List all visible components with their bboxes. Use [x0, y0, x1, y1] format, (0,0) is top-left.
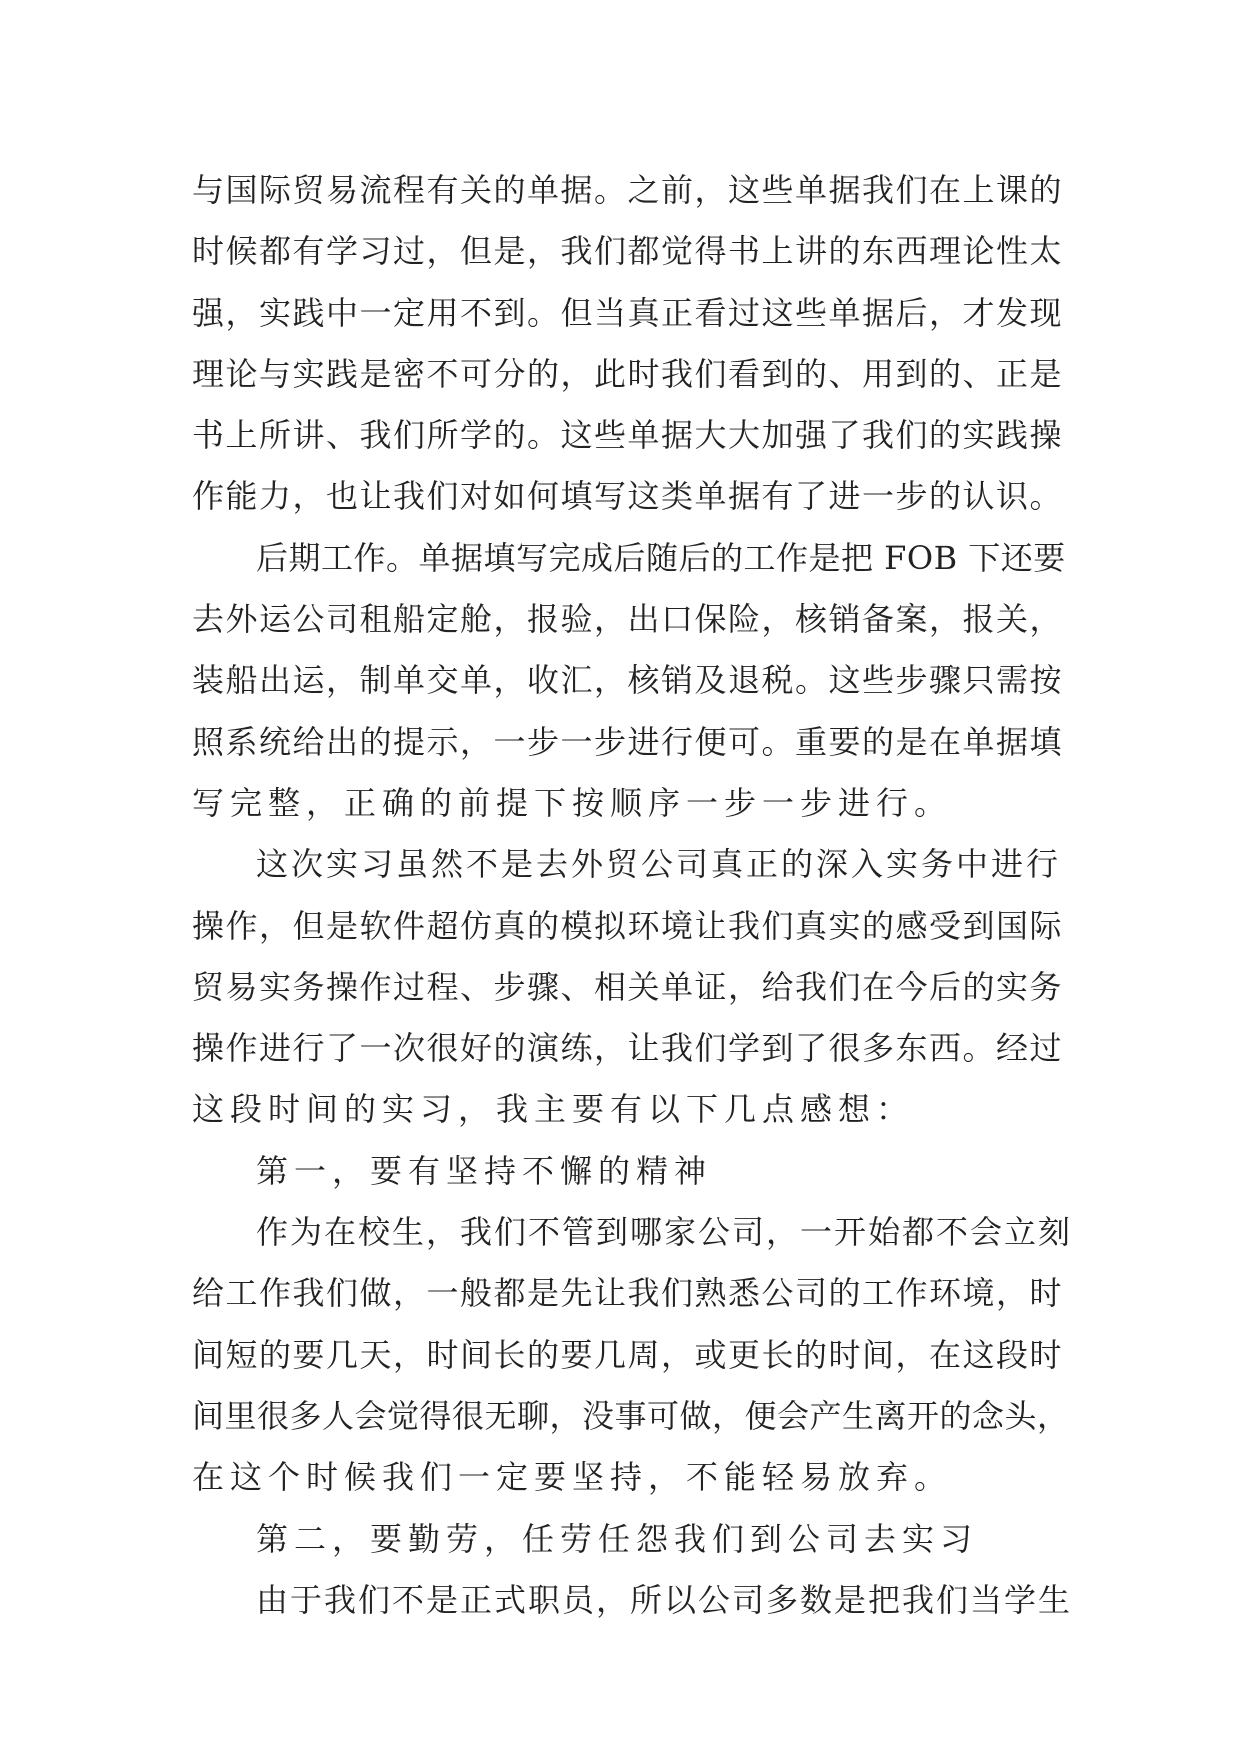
heading-second-point — [192, 1509, 1072, 1570]
text-line: 写完整，正确的前提下按顺序一步一步进行。 — [192, 783, 953, 822]
text-line: 贸易实务操作过程、步骤、相关单证，给我们在今后的实务 — [192, 967, 1064, 1006]
text-line: 在这个时候我们一定要坚持，不能轻易放弃。 — [192, 1458, 953, 1497]
paragraph-persistence — [192, 1202, 1072, 1508]
text-line: 操作进行了一次很好的演练，让我们学到了很多东西。经过 — [192, 1029, 1064, 1068]
paragraph-documents — [192, 160, 1072, 528]
text-line: 强，实践中一定用不到。但当真正看过这些单据后，才发现 — [192, 293, 1064, 332]
text-line: 装船出运，制单交单，收汇，核销及退税。这些步骤只需按 — [192, 661, 1064, 700]
paragraph-internship-summary — [192, 834, 1072, 1140]
text-line: 照系统给出的提示，一步一步进行便可。重要的是在单据填 — [192, 722, 1064, 761]
paragraph-later-work — [192, 528, 1072, 834]
text-line: 与国际贸易流程有关的单据。之前，这些单据我们在上课的 — [192, 171, 1064, 209]
text-line: 第一，要有坚持不懈的精神 — [256, 1151, 713, 1190]
text-line: 给工作我们做，一般都是先让我们熟悉公司的工作环境，时 — [192, 1274, 1064, 1313]
text-line: 间里很多人会觉得很无聊，没事可做，便会产生离开的念头， — [192, 1396, 1070, 1435]
text-line: 这段时间的实习，我主要有以下几点感想： — [192, 1090, 915, 1129]
body-text — [192, 160, 1072, 1631]
text-line: 这次实习虽然不是去外贸公司真正的深入实务中进行 — [256, 845, 1062, 884]
paragraph-not-employees — [192, 1570, 1072, 1631]
text-line: 作为在校生，我们不管到哪家公司，一开始都不会立刻 — [256, 1213, 1073, 1252]
text-line: 时候都有学习过，但是，我们都觉得书上讲的东西理论性太 — [192, 232, 1064, 271]
text-line: 间短的要几天，时间长的要几周，或更长的时间，在这段时 — [192, 1335, 1064, 1374]
heading-first-point — [192, 1141, 1072, 1202]
text-line: 操作，但是软件超仿真的模拟环境让我们真实的感受到国际 — [192, 906, 1064, 945]
text-line: 第二，要勤劳，任劳任怨我们到公司去实习 — [256, 1519, 979, 1558]
text-line: 作能力，也让我们对如何填写这类单据有了进一步的认识。 — [192, 477, 1064, 516]
text-line: 书上所讲、我们所学的。这些单据大大加强了我们的实践操 — [192, 416, 1064, 455]
text-line: 后期工作。单据填写完成后随后的工作是把 FOB 下还要 — [256, 538, 1066, 577]
text-line: 理论与实践是密不可分的，此时我们看到的、用到的、正是 — [192, 354, 1064, 393]
text-line: 去外运公司租船定舱，报验，出口保险，核销备案，报关， — [192, 600, 1064, 639]
text-line: 由于我们不是正式职员，所以公司多数是把我们当学生 — [256, 1580, 1073, 1619]
